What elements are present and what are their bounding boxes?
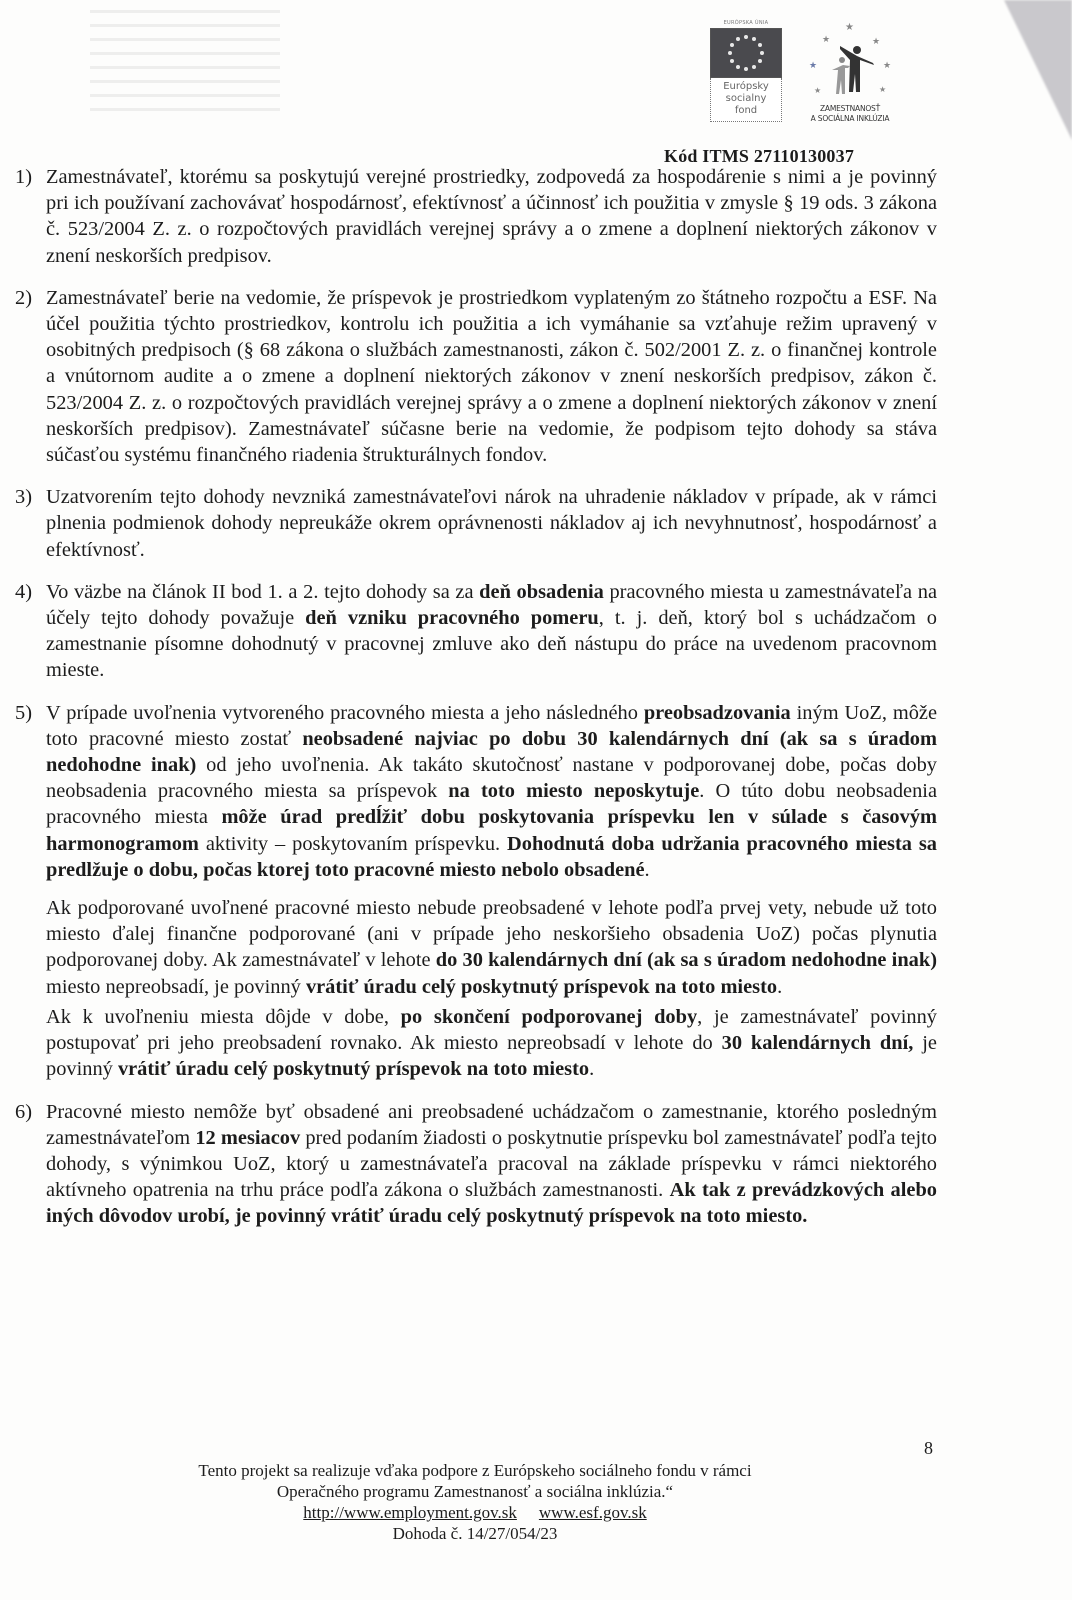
page-number: 8 bbox=[924, 1438, 933, 1458]
item-body bbox=[46, 1099, 937, 1234]
text-run: od jeho uvoľnenia. Ak takáto skutočnosť nastane v podporovanej dobe, počas doby neobsadenia pracovného miesta sa príspevok bbox=[46, 754, 937, 803]
numbered-item bbox=[15, 484, 937, 567]
item-number: 6) bbox=[15, 1100, 32, 1123]
esf-logo-line: socialny bbox=[725, 93, 767, 104]
numbered-item bbox=[15, 700, 937, 1087]
item-number: 3) bbox=[15, 486, 32, 509]
itms-code: Kód ITMS 27110130037 bbox=[664, 146, 855, 166]
eu-star-icon bbox=[730, 43, 734, 47]
esf-logo-line: Európsky bbox=[723, 81, 769, 92]
text-run: miesto nepreobsadí, je povinný bbox=[46, 975, 306, 998]
star-icon: ★ bbox=[814, 86, 822, 95]
text-run: Zamestnávateľ berie na vedomie, že príspevok je prostriedkom vyplateným zo štátneho rozpočtu a ESF. Na účel použitia týchto prostriedkov, kontrolu ich použitia a ich vymáhanie sa vzťahuje režim upravený v osobitných predpisoch (§ 68 zákona o službách zamestnanosti, zákon č. 502/2001 Z. z. o finančnej kontrole a vnútornom audite a o zmene a doplnení niektorých zákonov v znení neskorších predpisov, zákon č. 523/2004 Z. z. o rozpočtových pravidlách verejnej správy a o zmene a doplnení niektorých zákonov v znení neskorších predpisov). Zamestnávateľ súčasne berie na vedomie, že podpisom tejto dohody sa stáva súčasťou systému finančného riadenia štrukturálnych fondov. bbox=[46, 286, 937, 467]
item-number: 4) bbox=[15, 580, 32, 603]
text-run: . bbox=[777, 975, 783, 998]
star-icon: ★ bbox=[879, 85, 887, 94]
esf-logo-text bbox=[710, 78, 782, 122]
item-body bbox=[46, 579, 937, 688]
item-body bbox=[46, 164, 937, 273]
text-run: je povinný bbox=[46, 1032, 937, 1081]
eu-star-icon bbox=[736, 65, 740, 69]
bold-text: 30 kalendárnych dní, bbox=[721, 1032, 914, 1055]
esf-logo-line: fond bbox=[734, 105, 758, 116]
eu-logo-caption: EURÓPSKA ÚNIA bbox=[723, 20, 769, 26]
eu-star-icon bbox=[752, 37, 756, 41]
footer-program-note: Operačného programu Zamestnanosť a sociálna inklúzia.“ bbox=[276, 1482, 674, 1501]
star-icon: ★ bbox=[809, 60, 818, 70]
page-footer bbox=[0, 1460, 950, 1544]
eu-star-icon bbox=[760, 51, 764, 55]
document-body bbox=[15, 164, 937, 1246]
text-run: pred podaním žiadosti o poskytnutie príspevku bol zamestnávateľ podľa tejto dohody, s výnimkou UoZ, ktorý u zamestnávateľa pracoval na základe príspevku v rámci niektorého aktívneho opatrenia na trhu práce podľa zákona o službách zamestnanosti. bbox=[46, 1126, 938, 1202]
text-run: aktivity – poskytovaním príspevku. bbox=[198, 832, 508, 855]
zamestnanost-logo-text bbox=[790, 104, 910, 124]
numbered-item bbox=[15, 164, 937, 273]
eu-flag-icon bbox=[710, 28, 782, 78]
agreement-number: Dohoda č. 14/27/054/23 bbox=[392, 1524, 558, 1543]
item-paragraph bbox=[46, 484, 937, 563]
eu-star-icon bbox=[758, 43, 762, 47]
numbered-item bbox=[15, 1099, 937, 1234]
text-run: Vo väzbe na článok II bod 1. a 2. tejto dohody sa za bbox=[46, 580, 480, 603]
people-stars-icon bbox=[800, 18, 900, 104]
eu-star-icon bbox=[728, 51, 732, 55]
text-run: . bbox=[589, 1058, 595, 1081]
zsi-logo-line: ZAMESTNANOSŤ bbox=[819, 104, 881, 113]
star-icon: ★ bbox=[822, 34, 831, 44]
bold-text: na toto miesto neposkytuje bbox=[448, 780, 700, 803]
item-body bbox=[46, 700, 937, 1087]
eu-star-icon bbox=[736, 37, 740, 41]
folded-page-corner bbox=[1004, 0, 1072, 140]
bold-text: po skončení podporovanej doby bbox=[400, 1005, 698, 1028]
item-paragraph bbox=[46, 1004, 937, 1083]
bold-text: vrátiť úradu celý poskytnutý príspevok na toto miesto bbox=[305, 975, 778, 998]
star-icon: ★ bbox=[883, 60, 892, 70]
item-paragraph bbox=[46, 579, 937, 684]
text-run: , je zamestnávateľ povinný postupovať pri jeho preobsadení rovnako. Ak miesto nepreobsadí v lehote do bbox=[46, 1005, 937, 1055]
eu-star-icon bbox=[744, 67, 748, 71]
eu-star-icon bbox=[758, 59, 762, 63]
bold-text: vrátiť úradu celý poskytnutý príspevok na toto miesto bbox=[117, 1058, 590, 1081]
item-paragraph bbox=[46, 700, 937, 883]
item-paragraph bbox=[46, 1099, 937, 1230]
star-icon: ★ bbox=[872, 36, 881, 46]
numbered-item bbox=[15, 285, 937, 472]
bold-text: deň obsadenia bbox=[479, 580, 604, 603]
header-logos bbox=[710, 18, 920, 138]
faded-stamp-bleedthrough bbox=[90, 10, 280, 120]
item-body bbox=[46, 484, 937, 567]
text-run: . O túto dobu neobsadenia pracovného miesta bbox=[46, 780, 937, 829]
bold-text: Dohodnutá doba udržania pracovného miesta sa predlžuje o dobu, počas ktorej toto pracovné miesto nebolo obsadené bbox=[46, 832, 937, 881]
zsi-logo-line: A SOCIÁLNA INKLÚZIA bbox=[810, 114, 890, 123]
bold-text: do 30 kalendárnych dní (ak sa s úradom nedohodne inak) bbox=[435, 949, 937, 972]
bold-text: preobsadzovania bbox=[643, 701, 791, 724]
eu-star-icon bbox=[744, 35, 748, 39]
text-run: iným UoZ, môže toto pracovné miesto zostať bbox=[46, 701, 937, 750]
text-run: Ak podporované uvoľnené pracovné miesto nebude preobsadené v lehote podľa prvej vety, nebude už toto miesto ďalej finančne podporované (ani v prípade jeho neskoršieho obsadenia UoZ) počas plynutia podporovanej doby. Ak zamestnávateľ v lehote bbox=[46, 897, 937, 972]
footer-links bbox=[0, 1502, 950, 1523]
zamestnanost-logo bbox=[790, 18, 910, 138]
item-paragraph bbox=[46, 285, 937, 468]
item-number: 2) bbox=[15, 286, 32, 309]
item-number: 1) bbox=[15, 166, 32, 188]
text-run: Zamestnávateľ, ktorému sa poskytujú verejné prostriedky, zodpovedá za hospodárenie s nimi a je povinný pri ich používaní zachovávať hospodárnosť, efektívnosť a účinnosť ich použitia v zmysle § 19 ods. 3 zákona č. 523/2004 Z. z. o rozpočtových pravidlách verejnej správy a o zmene a doplnení niektorých zákonov v znení neskorších predpisov. bbox=[46, 166, 937, 267]
text-run: pracovného miesta u zamestnávateľa na účely tejto dohody považuje bbox=[46, 580, 937, 630]
bold-text: 12 mesiacov bbox=[195, 1126, 301, 1149]
numbered-item bbox=[15, 579, 937, 688]
star-icon: ★ bbox=[845, 22, 854, 33]
footer-funding-note: Tento projekt sa realizuje vďaka podpore z Európskeho sociálneho fondu v rámci bbox=[198, 1461, 752, 1480]
bold-text: Ak tak z prevádzkových alebo iných dôvodov urobí, je povinný vrátiť úradu celý poskytnutý príspevok na toto miesto. bbox=[46, 1179, 937, 1228]
eu-star-icon bbox=[730, 59, 734, 63]
employment-link[interactable]: http://www.employment.gov.sk bbox=[303, 1503, 517, 1522]
esf-logo bbox=[710, 18, 782, 122]
eu-star-icon bbox=[752, 65, 756, 69]
bold-text: môže úrad predĺžiť dobu poskytovania príspevku len v súlade s časovým harmonogramom bbox=[46, 806, 938, 855]
text-run: Uzatvorením tejto dohody nevzniká zamestnávateľovi nárok na uhradenie nákladov v prípade, ak v rámci plnenia podmienok dohody nepreukáže okrem oprávnenosti nákladov aj ich nevyhnutnosť, hospodárnosť a efektívnosť. bbox=[46, 486, 937, 561]
text-run: Pracovné miesto nemôže byť obsadené ani preobsadené uchádzačom o zamestnanie, ktorého posledným zamestnávateľom bbox=[46, 1100, 937, 1149]
text-run: Ak k uvoľneniu miesta dôjde v dobe, bbox=[46, 1005, 401, 1028]
item-paragraph bbox=[46, 895, 937, 1000]
bold-text: deň vzniku pracovného pomeru bbox=[305, 607, 599, 630]
esf-link[interactable]: www.esf.gov.sk bbox=[538, 1503, 647, 1522]
item-paragraph bbox=[46, 164, 937, 269]
text-run: . bbox=[644, 858, 650, 881]
text-run: , t. j. deň, ktorý bol s uchádzačom o zamestnanie písomne dohodnutý v pracovnej zmluve ako deň nástupu do práce na uvedenom pracovnom mieste. bbox=[46, 607, 937, 682]
text-run: V prípade uvoľnenia vytvoreného pracovného miesta a jeho následného bbox=[46, 701, 644, 724]
item-body bbox=[46, 285, 937, 472]
bold-text: neobsadené najviac po dobu 30 kalendárnych dní (ak sa s úradom nedohodne inak) bbox=[46, 727, 937, 777]
item-number: 5) bbox=[15, 701, 32, 724]
